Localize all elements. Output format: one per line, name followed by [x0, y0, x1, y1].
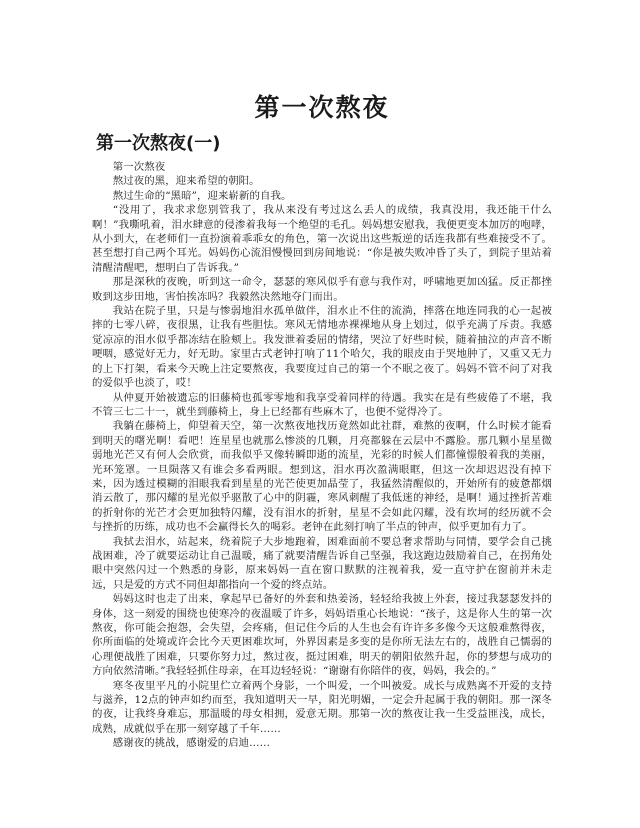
paragraph: “没用了，我求求您别管我了，我从来没有考过这么丢人的成绩，我真没用，我还能干什么啊！”我嘶吼着，泪水肆意的侵渗着我每一个绝望的毛孔。妈妈想安慰我，我便更变本加厉的咆哮，从小到大，在老师们一直扮演着乖乖女的角色，第一次说出这些叛逆的话连我都有些难接受不了。甚至想打自己两个耳光。妈妈伤心流泪慢慢回到房间地说：“你是被失败冲昏了头了，到院子里站着清醒清醒吧，想明白了告诉我。”: [92, 204, 552, 274]
paragraph: 熬过生命的“黑暗”，迎来崭新的自我。: [112, 189, 292, 202]
paragraph: 那是深秋的夜晚，听到这一命令，瑟瑟的寒风似乎有意与我作对，呼啸地更加凶猛。反正都挫败到这步田地，害怕挨冻吗？我毅然决然地夺门而出。: [92, 276, 552, 303]
paragraph: 寒冬夜里平凡的小院里伫立着两个身影，一个叫爱，一个叫被爱。成长与成熟离不开爱的支持与滋养，12点的钟声如约而至，我知道明天一早，阳光明媚，一定会升起属于我的朝阳。那一深冬的夜，让我终身难忘，那温暖的母女相拥，爱意无期。那第一次的熬夜让我一生受益匪浅，成长，成熟，成就似乎在那一刻穿越了千年……: [92, 679, 552, 735]
section-subtitle: 第一次熬夜(一): [96, 133, 221, 154]
paragraph: 妈妈这时也走了出来，拿起早已备好的外套和热姜汤，轻轻给我披上外套，接过我瑟瑟发抖的身体，这一刻爱的围绕也使寒冷的夜温暖了许多，妈妈语重心长地说：“孩子，这是你人生的第一次熬夜，你可能会抱怨，会失望，会疼痛，但记住今后的人生也会有许许多多像今天这般难熬得夜，你所面临的处境或许会比今天更困难坎坷，外界因素是多变的是你所无法左右的，战胜自己懦弱的心理便战胜了困难，只要你努力过，熬过夜，挺过困难，明天的朝阳依然升起，你的梦想与成功的方向依然清晰。”我轻轻抓住母亲，在耳边轻轻说：“谢谢有你陪伴的夜，妈妈，我会的。”: [92, 593, 552, 678]
paragraph: 我站在院子里，只是与惨弱地泪水孤单做伴，泪水止不住的流淌，摔落在地连同我的心一起被摔的七零八碎，夜很黑，让我有些胆怯。寒风无情地赤裸裸地从身上划过，似乎充满了斥责。我感觉凉凉的泪水似乎都冻结在脸颊上。我发泄着委屈的情绪，哭泣了好些时候，随着抽泣的声音不断哽咽，感觉好无力，好无助。家里古式老钟打响了11个哈欠，我的眼皮由于哭地肿了，又重又无力的上下打架，看来今天晚上注定要熬夜，我要度过自己的第一个不眠之夜了。妈妈不管不问了对我的爱似乎也淡了，哎！: [92, 305, 552, 390]
paragraph: 感谢夜的挑战，感谢爱的启迪……: [112, 737, 271, 750]
paragraph: 熬过夜的黑，迎来希望的朝阳。: [112, 175, 260, 188]
paragraph: 第一次熬夜: [112, 161, 166, 173]
page-title: 第一次熬夜: [254, 93, 390, 122]
article-body: [92, 160, 552, 751]
paragraph: 我躺在藤椅上，仰望着天空，第一次熬夜地找历竟然如此社群，难熬的夜啊，什么时候才能看到明天的曙光啊！看吧！连星星也就那么惨淡的几颗，月亮都躲在云层中不露脸。那几颗小星星微弱地光芒又有何人会欣赏，而我似乎又像转瞬即逝的流星，光彩的时候人们都憧憬般着我的美丽，光环笼罩。一旦陨落又有谁会多看两眼。想到这，泪水再次盈满眼眶，但这一次却迟迟没有掉下来，因为透过模糊的泪眼我看到星星的光芒使更加晶莹了，我猛然清醒似的，开始所有的疲惫都烟消云散了，那闪耀的星光似乎驱散了心中的阴霾，寒风刺醒了我低迷的神经，是啊！通过挫折苦难的折射你的光芒才会更加独特闪耀，没有泪水的折射，星星不会如此闪耀，没有坎坷的经历就不会与挫折的历练，成功也不会赢得长久的喝彩。老钟在此刻打响了半点的钟声，似乎更加有力了。: [92, 420, 552, 534]
paragraph: 我拭去泪水，站起来，绕着院子大步地跑着，困难面前不要总奢求帮助与同情，要学会自己挑战困难，冷了就要运动让自己温暖，痛了就要清醒告诉自己坚强，我这跑边鼓励着自己，在拐角处眼中突然闪过一个熟悉的身影，原来妈妈一直在窗口默默的注视着我，爱一直守护在窗前并未走远，只是爱的方式不同但却都指向一个爱的终点站。: [92, 535, 552, 591]
paragraph: 从仲夏开始被遗忘的旧藤椅也孤零零地和我享受着同样的待遇。我实在是有些疲倦了不堪，我不管三七二十一，就坐到藤椅上，身上已经都有些麻木了，也便不觉得冷了。: [92, 391, 552, 418]
